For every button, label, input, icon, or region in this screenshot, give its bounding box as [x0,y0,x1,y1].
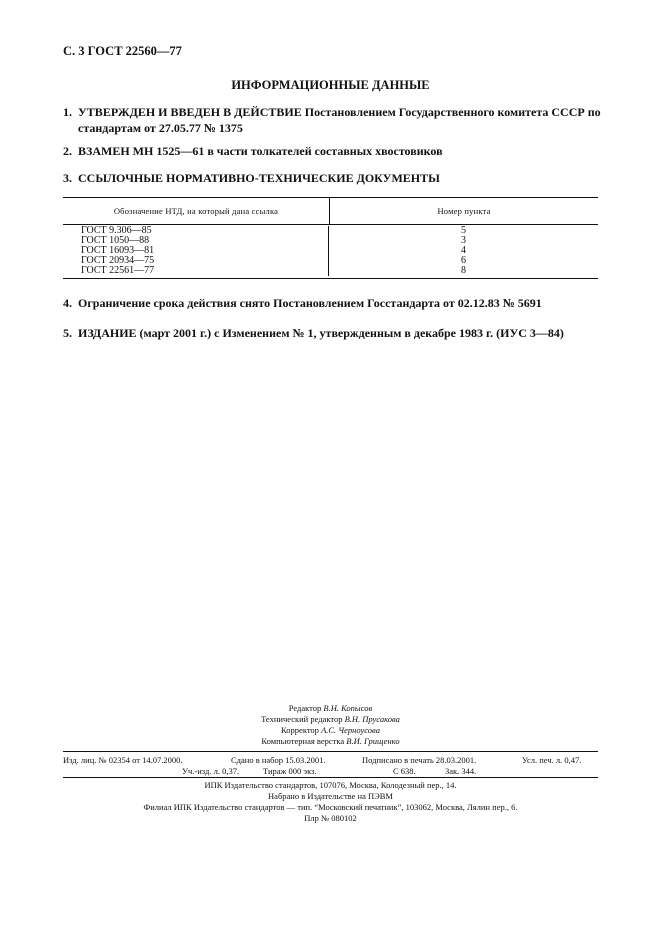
page-header: С. 3 ГОСТ 22560—77 [63,44,182,58]
print-run-text: Тираж 000 экз. [263,766,317,776]
item-text: ИЗДАНИЕ (март 2001 г.) с Изменением № 1, утвержденным в декабре 1983 г. (ИУС 3—84) [78,326,564,340]
license-text: Изд. лиц. № 02354 от 14.07.2000. [63,755,183,765]
editor-name: В.Н. Копысов [323,703,373,713]
references-table [63,197,598,279]
document-column [63,226,329,276]
divider-top [63,751,598,752]
editor-line: Редактор В.Н. Копысов [288,703,373,713]
tech-editor-name: В.Н. Прусакова [344,714,400,724]
table-cell-document: ГОСТ 20934—75 [81,255,155,266]
item-number: 5. [63,326,72,340]
item-2 [63,143,603,159]
section-title: ИНФОРМАЦИОННЫЕ ДАННЫЕ [231,78,430,92]
item-number: 4. [63,296,72,310]
table-cell-document: ГОСТ 1050—88 [81,235,150,246]
tech-editor-line: Технический редактор В.Н. Прусакова [261,714,400,724]
sent-date-text: Сдано в набор 15.03.2001. [231,755,326,765]
table-cell-document: ГОСТ 16093—81 [81,245,155,256]
publisher-line-3: Филиал ИПК Издательство стандартов — тип. “Московский печатник”, 103062, Москва, Лялин пер., 6. [143,802,518,812]
pub-sheets-text: Уч.-изд. л. 0,37. [182,766,240,776]
column-header-clause: Номер пункта [437,206,491,216]
table-cell-clause: 3 [461,235,466,246]
order-c-text: С 638. [393,766,416,776]
clause-column [329,226,598,276]
publisher-block [0,780,661,824]
table-cell-clause: 5 [461,225,466,236]
publisher-line-4: Плр № 080102 [304,813,357,823]
item-text: ВЗАМЕН МН 1525—61 в части толкателей составных хвостовиков [78,144,443,158]
table-cell-clause: 4 [461,245,466,256]
column-header-document: Обозначение НТД, на который дана ссылка [63,198,330,224]
item-5 [63,325,603,341]
publisher-line-1: ИПК Издательство стандартов, 107076, Москва, Колодезный пер., 14. [204,780,457,790]
item-number: 1. [63,105,72,119]
order-z-text: Зак. 344. [445,766,477,776]
item-4 [63,295,603,311]
item-1 [63,104,603,136]
publisher-line-2: Набрано в Издательстве на ПЭВМ [268,791,393,801]
item-text: УТВЕРЖДЕН И ВВЕДЕН В ДЕЙСТВИЕ Постановлением Государственного комитета СССР по [78,105,601,119]
table-cell-document: ГОСТ 22561—77 [81,265,155,276]
table-body [63,225,598,278]
layout-name: В.И. Грищенко [346,736,400,746]
imprint-block [0,703,661,747]
item-text: Ограничение срока действия снято Постановлением Госстандарта от 02.12.83 № 5691 [78,296,542,310]
corrector-name: А.С. Черноусова [321,725,380,735]
table-cell-clause: 6 [461,255,466,266]
print-sheets-text: Усл. печ. л. 0,47. [522,755,582,765]
table-cell-clause: 8 [461,265,466,276]
signed-date-text: Подписано в печать 28.03.2001. [362,755,477,765]
item-text-continued: стандартам от 27.05.77 № 1375 [78,121,243,135]
item-number: 2. [63,144,72,158]
divider-bottom [63,777,598,778]
table-header [63,198,598,225]
table-cell-document: ГОСТ 9.306—85 [81,225,152,236]
layout-line: Компьютерная верстка В.И. Грищенко [261,736,400,746]
corrector-line: Корректор А.С. Черноусова [281,725,380,735]
item-text: ССЫЛОЧНЫЕ НОРМАТИВНО-ТЕХНИЧЕСКИЕ ДОКУМЕНТЫ [78,171,440,185]
item-3 [63,170,603,186]
item-number: 3. [63,171,72,185]
